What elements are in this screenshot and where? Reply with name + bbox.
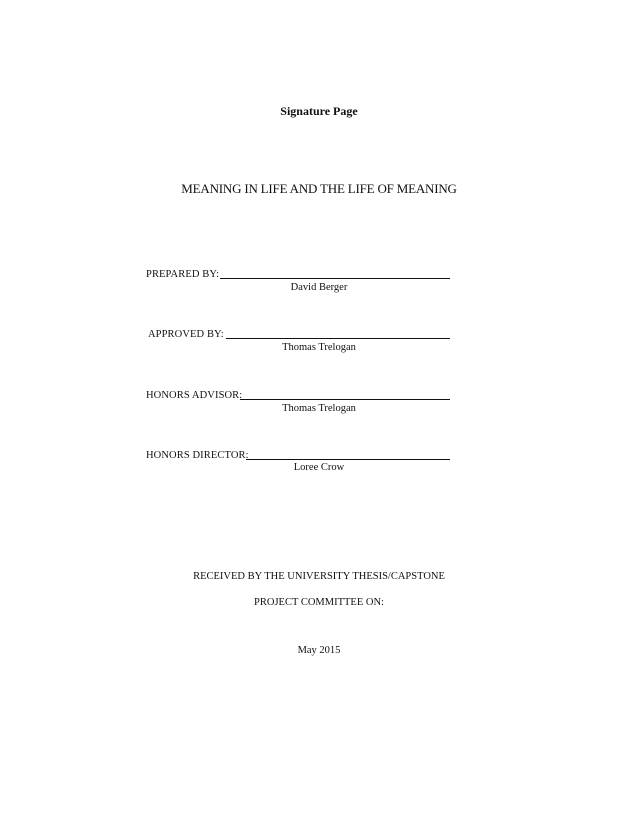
- thesis-title: MEANING IN LIFE AND THE LIFE OF MEANING: [181, 181, 457, 196]
- prepared-by-signature-line: [220, 278, 450, 279]
- submission-date: May 2015: [297, 645, 341, 656]
- honors-advisor-signature-line: [240, 399, 450, 400]
- approved-by-label: APPROVED BY:: [148, 329, 224, 340]
- prepared-by-label: PREPARED BY:: [146, 269, 220, 280]
- page-heading: Signature Page: [280, 104, 358, 118]
- honors-director-name: Loree Crow: [293, 462, 345, 473]
- honors-advisor-label: HONORS ADVISOR:: [146, 390, 243, 401]
- approved-by-signature-line: [226, 338, 450, 339]
- approved-by-name: Thomas Trelogan: [282, 342, 356, 353]
- received-statement-line-1: RECEIVED BY THE UNIVERSITY THESIS/CAPSTONE: [193, 571, 445, 582]
- honors-advisor-name: Thomas Trelogan: [282, 403, 356, 414]
- prepared-by-name: David Berger: [290, 282, 348, 293]
- received-statement-line-2: PROJECT COMMITTEE ON:: [254, 597, 384, 608]
- honors-director-signature-line: [246, 459, 450, 460]
- honors-director-label: HONORS DIRECTOR:: [146, 450, 249, 461]
